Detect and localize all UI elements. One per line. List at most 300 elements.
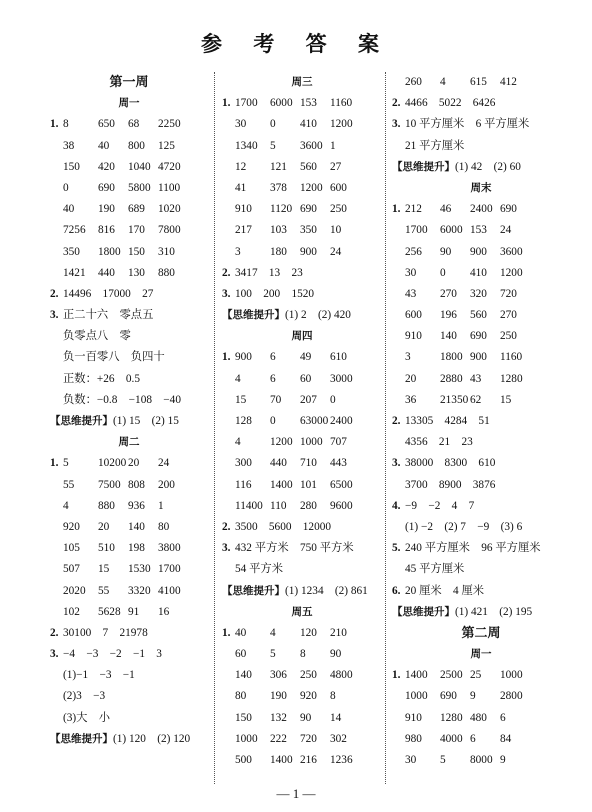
answer-cell: 412: [500, 76, 517, 88]
answer-cell: 1236: [330, 754, 353, 766]
answer-cell: 5628: [98, 605, 121, 618]
answer-row: [222, 729, 382, 750]
answer-cell: 70: [270, 393, 282, 406]
answer-text: −4 −3 −2 −1 3: [63, 648, 162, 661]
answer-cell: 302: [330, 732, 347, 745]
answer-cell: 14: [330, 711, 342, 724]
answer-cell: 110: [270, 499, 287, 512]
question-number: 1.: [222, 626, 231, 639]
answer-cell: 880: [98, 499, 115, 512]
thinking-answer-line: [50, 729, 208, 750]
answer-row: [222, 136, 382, 157]
answer-cell: 615: [470, 76, 487, 88]
answer-cell: 15: [235, 393, 247, 406]
answer-row: [392, 750, 570, 771]
answer-cell: 410: [470, 266, 487, 279]
answer-cell: 720: [500, 287, 517, 300]
answer-row: [50, 517, 208, 538]
answer-row: [392, 708, 570, 729]
answer-cell: 80: [158, 520, 170, 533]
answer-cell: 200: [158, 478, 175, 491]
answer-cell: 1200: [330, 118, 353, 131]
answer-cell: 410: [300, 118, 317, 131]
answer-cell: 1530: [128, 563, 151, 576]
question-number: 3.: [392, 457, 401, 470]
answer-text: 240 平方厘米 96 平方厘米: [405, 542, 541, 555]
answer-cell: 20: [405, 372, 417, 385]
answer-line: [392, 559, 570, 580]
answer-text: (3)大 小: [63, 711, 111, 724]
answer-row: [222, 220, 382, 241]
answer-row: [222, 708, 382, 729]
answer-cell: 5: [63, 457, 69, 470]
answer-line: [50, 644, 208, 665]
answer-row: [392, 369, 570, 390]
day-heading: 周四: [291, 330, 313, 343]
answer-cell: 6: [500, 711, 506, 724]
answer-cell: 690: [98, 181, 115, 194]
answer-cell: 1: [330, 139, 336, 152]
day-heading: 周二: [118, 436, 140, 449]
answer-line: [222, 517, 382, 538]
answer-cell: 91: [128, 605, 140, 618]
answer-row: [222, 369, 382, 390]
answer-line: [392, 136, 570, 157]
answer-cell: 443: [330, 457, 347, 470]
answer-cell: 6000: [440, 224, 463, 237]
answer-cell: 256: [405, 245, 422, 258]
answer-cell: 6500: [330, 478, 353, 491]
answer-row: [50, 199, 208, 220]
answer-cell: 689: [128, 203, 145, 216]
answer-cell: 2020: [63, 584, 86, 597]
answer-cell: 90: [300, 711, 312, 724]
answer-cell: 5: [270, 139, 276, 152]
answer-cell: 212: [405, 203, 422, 216]
answer-cell: 6: [270, 351, 276, 364]
answer-cell: 2250: [158, 118, 181, 131]
answer-cell: 20: [128, 457, 140, 470]
answer-row: [392, 686, 570, 707]
question-number: 6.: [392, 584, 401, 597]
answer-cell: 63000: [300, 415, 329, 427]
answer-cell: 0: [440, 266, 446, 279]
answer-text: 负一百零八 负四十: [63, 351, 165, 364]
question-number: 4.: [392, 499, 401, 512]
thinking-label: 【思维提升】: [50, 415, 113, 427]
answer-row: [222, 496, 382, 517]
answer-cell: 480: [470, 711, 487, 724]
answer-cell: 690: [500, 203, 517, 216]
answer-line: [50, 369, 208, 390]
answer-cell: 210: [330, 626, 347, 639]
answer-cell: 3600: [300, 139, 323, 152]
answer-cell: 180: [270, 245, 287, 258]
answer-cell: 153: [470, 224, 487, 237]
answer-cell: 910: [405, 711, 422, 724]
answer-cell: 6: [270, 372, 276, 385]
answer-cell: 900: [470, 351, 487, 364]
answer-cell: 3: [235, 245, 241, 258]
answer-cell: 0: [330, 393, 336, 406]
answer-cell: 1700: [405, 224, 428, 237]
answer-cell: 216: [300, 754, 317, 766]
answer-cell: 9: [500, 754, 506, 766]
thinking-label: 【思维提升】: [50, 732, 113, 745]
answer-cell: 8: [330, 690, 336, 703]
answer-cell: 7256: [63, 224, 86, 237]
answer-line: [392, 411, 570, 432]
answer-cell: 1200: [270, 436, 293, 449]
answer-text: 54 平方米: [235, 563, 284, 576]
answer-line: [392, 453, 570, 474]
thinking-answer: (1) 1234 (2) 861: [285, 584, 368, 597]
thinking-answer-line: [392, 602, 570, 623]
answer-cell: 140: [128, 520, 145, 533]
answer-cell: 38: [63, 139, 75, 152]
answer-row: [50, 475, 208, 496]
answer-row: [222, 390, 382, 411]
answer-row: [222, 623, 382, 644]
answer-cell: 1400: [405, 669, 428, 682]
answer-cell: 3000: [330, 372, 353, 385]
answer-row: [222, 665, 382, 686]
answer-cell: 1340: [235, 139, 258, 152]
thinking-label: 【思维提升】: [222, 309, 285, 322]
answer-cell: 190: [98, 203, 115, 216]
answer-text: 38000 8300 610: [405, 457, 496, 470]
thinking-answer: (1) 42 (2) 60: [455, 160, 521, 173]
answer-cell: 8000: [470, 754, 493, 766]
answer-cell: 4: [63, 499, 69, 512]
answer-row: [392, 220, 570, 241]
answer-cell: 710: [300, 457, 317, 470]
question-number: 2.: [50, 626, 59, 639]
answer-cell: 600: [330, 181, 347, 194]
thinking-answer: (1) 15 (2) 15: [113, 415, 179, 427]
answer-row: [222, 686, 382, 707]
answer-cell: 1160: [500, 351, 523, 364]
answer-cell: 420: [98, 160, 115, 173]
week-heading: 第二周: [461, 625, 501, 641]
answer-row: [392, 72, 570, 93]
answer-cell: 6: [470, 732, 476, 745]
answer-cell: 4: [270, 626, 276, 639]
answer-cell: 207: [300, 393, 317, 406]
answer-cell: 6000: [270, 97, 293, 110]
answer-cell: 690: [440, 690, 457, 703]
answer-cell: 2400: [330, 415, 353, 427]
answer-cell: 270: [500, 309, 517, 322]
answer-line: [50, 390, 208, 411]
answer-cell: 153: [300, 97, 317, 110]
answer-cell: 2400: [470, 203, 493, 216]
answer-row: [222, 475, 382, 496]
answer-cell: 150: [235, 711, 252, 724]
answer-line: [50, 305, 208, 326]
answer-cell: 8: [300, 648, 306, 661]
answer-cell: 198: [128, 542, 145, 555]
answer-cell: 1000: [500, 669, 523, 682]
question-number: 5.: [392, 542, 401, 555]
answer-line: [392, 538, 570, 559]
answer-cell: 121: [270, 160, 287, 173]
answer-cell: 560: [300, 160, 317, 173]
question-number: 3.: [392, 118, 401, 131]
question-number: 1.: [392, 669, 401, 682]
answer-cell: 60: [300, 372, 312, 385]
answer-row: [392, 242, 570, 263]
answer-cell: 36: [405, 393, 417, 406]
answer-cell: 936: [128, 499, 145, 512]
answer-cell: 15: [98, 563, 110, 576]
column-divider: [214, 72, 215, 784]
answer-cell: 102: [63, 605, 80, 618]
answer-line: [50, 623, 208, 644]
answer-text: 20 厘米 4 厘米: [405, 584, 485, 597]
answer-cell: 5: [270, 648, 276, 661]
answer-cell: 5800: [128, 181, 151, 194]
answer-cell: 816: [98, 224, 115, 237]
answer-row: [392, 665, 570, 686]
answer-row: [50, 453, 208, 474]
answer-column-3: [392, 72, 570, 771]
answer-cell: 1: [158, 499, 164, 512]
question-number: 2.: [222, 266, 231, 279]
question-number: 3.: [222, 287, 231, 300]
answer-cell: 600: [405, 309, 422, 322]
answer-cell: 170: [128, 224, 145, 237]
answer-cell: 1000: [300, 436, 323, 449]
answer-cell: 20: [98, 520, 110, 533]
answer-cell: 222: [270, 732, 287, 745]
answer-cell: 80: [235, 690, 247, 703]
answer-cell: 720: [300, 732, 317, 745]
answer-text: 负数：−0.8 −108 −40: [63, 393, 181, 406]
answer-cell: 46: [440, 203, 452, 216]
answer-cell: 43: [405, 287, 417, 300]
answer-row: [222, 178, 382, 199]
answer-cell: 1280: [440, 711, 463, 724]
answer-cell: 84: [500, 732, 512, 745]
answer-cell: 1040: [128, 160, 151, 173]
answer-row: [50, 602, 208, 623]
answer-cell: 800: [128, 139, 145, 152]
answer-text: 负零点八 零: [63, 330, 131, 343]
answer-cell: 270: [440, 287, 457, 300]
thinking-label: 【思维提升】: [392, 605, 455, 618]
answer-cell: 55: [98, 584, 110, 597]
question-number: 2.: [392, 97, 401, 110]
answer-cell: 40: [63, 203, 75, 216]
answer-cell: 41: [235, 181, 247, 194]
answer-row: [392, 729, 570, 750]
answer-cell: 2800: [500, 690, 523, 703]
answer-cell: 808: [128, 478, 145, 491]
answer-cell: 16: [158, 605, 170, 618]
answer-cell: 140: [235, 669, 252, 682]
answer-cell: 690: [470, 330, 487, 343]
answer-text: 4466 5022 6426: [405, 97, 496, 110]
answer-cell: 1000: [405, 690, 428, 703]
answer-text: 30100 7 21978: [63, 626, 148, 639]
answer-cell: 350: [300, 224, 317, 237]
answer-text: 432 平方米 750 平方米: [235, 542, 354, 555]
answer-text: 21 平方厘米: [405, 139, 465, 152]
answer-cell: 1200: [500, 266, 523, 279]
column-divider: [385, 72, 386, 784]
answer-cell: 150: [128, 245, 145, 258]
answer-row: [222, 644, 382, 665]
question-number: 2.: [392, 415, 401, 427]
answer-row: [392, 326, 570, 347]
answer-cell: 1200: [300, 181, 323, 194]
answer-cell: 62: [470, 393, 482, 406]
answer-column-1: [50, 72, 208, 750]
answer-cell: 4: [235, 372, 241, 385]
answer-line: [222, 559, 382, 580]
day-heading: 周末: [470, 181, 492, 194]
answer-row: [222, 242, 382, 263]
answer-row: [222, 432, 382, 453]
answer-cell: 27: [330, 160, 342, 173]
answer-row: [50, 220, 208, 241]
answer-cell: 440: [98, 266, 115, 279]
answer-text: 14496 17000 27: [63, 287, 154, 300]
answer-cell: 250: [500, 330, 517, 343]
answer-text: 100 200 1520: [235, 287, 315, 300]
answer-cell: 920: [300, 690, 317, 703]
answer-cell: 4100: [158, 584, 181, 597]
answer-cell: 4720: [158, 160, 181, 173]
day-heading: 周三: [291, 76, 313, 88]
answer-cell: 1800: [440, 351, 463, 364]
question-number: 3.: [50, 648, 59, 661]
answer-cell: 4: [440, 76, 446, 88]
thinking-answer-line: [222, 305, 382, 326]
answer-cell: 24: [500, 224, 512, 237]
answer-line: [222, 538, 382, 559]
question-number: 1.: [50, 457, 59, 470]
answer-cell: 900: [300, 245, 317, 258]
answer-cell: 116: [235, 478, 252, 491]
answer-line: [50, 708, 208, 729]
week-heading: 第一周: [109, 75, 149, 90]
answer-cell: 900: [235, 351, 252, 364]
answer-cell: 12: [235, 160, 247, 173]
answer-cell: 900: [470, 245, 487, 258]
answer-cell: 30: [235, 118, 247, 131]
answer-text: 13305 4284 51: [405, 415, 490, 427]
answer-text: 3417 13 23: [235, 266, 303, 279]
answer-text: 45 平方厘米: [405, 563, 465, 576]
answer-cell: 500: [235, 754, 252, 766]
day-heading: 周五: [291, 605, 313, 618]
answer-cell: 21350: [440, 393, 469, 406]
answer-line: [50, 347, 208, 368]
thinking-answer-line: [50, 411, 208, 432]
answer-cell: 30: [405, 754, 417, 766]
answer-text: 正数：+26 0.5: [63, 372, 140, 385]
answer-row: [50, 538, 208, 559]
answer-row: [50, 496, 208, 517]
answer-cell: 1100: [158, 181, 181, 194]
answer-cell: 43: [470, 372, 482, 385]
answer-cell: 1120: [270, 203, 293, 216]
answer-cell: 40: [235, 626, 247, 639]
answer-cell: 378: [270, 181, 287, 194]
answer-cell: 880: [158, 266, 175, 279]
answer-cell: 440: [270, 457, 287, 470]
thinking-answer: (1) 2 (2) 420: [285, 309, 351, 322]
answer-cell: 306: [270, 669, 287, 682]
answer-line: [50, 284, 208, 305]
answer-cell: 1800: [98, 245, 121, 258]
answer-cell: 25: [470, 669, 482, 682]
answer-row: [50, 581, 208, 602]
answer-row: [50, 263, 208, 284]
answer-cell: 132: [270, 711, 287, 724]
answer-cell: 3320: [128, 584, 151, 597]
answer-cell: 125: [158, 139, 175, 152]
answer-cell: 101: [300, 478, 317, 491]
answer-cell: 120: [300, 626, 317, 639]
answer-row: [222, 114, 382, 135]
answer-text: 3500 5600 12000: [235, 520, 332, 533]
answer-line: [50, 326, 208, 347]
answer-row: [222, 93, 382, 114]
answer-cell: 280: [300, 499, 317, 512]
answer-cell: 300: [235, 457, 252, 470]
answer-cell: 9600: [330, 499, 353, 512]
answer-line: [392, 432, 570, 453]
answer-cell: 4800: [330, 669, 353, 682]
answer-row: [50, 178, 208, 199]
answer-cell: 217: [235, 224, 252, 237]
answer-cell: 190: [270, 690, 287, 703]
answer-cell: 103: [270, 224, 287, 237]
answer-cell: 920: [63, 520, 80, 533]
answer-cell: 1160: [330, 97, 353, 110]
question-number: 1.: [50, 118, 59, 131]
answer-line: [50, 665, 208, 686]
answer-cell: 60: [235, 648, 247, 661]
thinking-answer-line: [222, 581, 382, 602]
day-heading: 周一: [470, 648, 492, 661]
answer-row: [50, 242, 208, 263]
answer-row: [392, 305, 570, 326]
answer-cell: 10200: [98, 457, 127, 470]
answer-text: (1) −2 (2) 7 −9 (3) 6: [405, 520, 523, 533]
answer-cell: 49: [300, 351, 312, 364]
question-number: 3.: [222, 542, 231, 555]
answer-row: [222, 411, 382, 432]
answer-cell: 260: [405, 76, 422, 88]
answer-row: [222, 157, 382, 178]
answer-line: [392, 496, 570, 517]
answer-cell: 1421: [63, 266, 86, 279]
answer-cell: 130: [128, 266, 145, 279]
answer-row: [392, 347, 570, 368]
answer-cell: 196: [440, 309, 457, 322]
answer-row: [50, 114, 208, 135]
answer-cell: 507: [63, 563, 80, 576]
answer-cell: 5: [440, 754, 446, 766]
answer-cell: 8: [63, 118, 69, 131]
answer-cell: 1020: [158, 203, 181, 216]
answer-column-2: [222, 72, 382, 771]
answer-row: [50, 157, 208, 178]
